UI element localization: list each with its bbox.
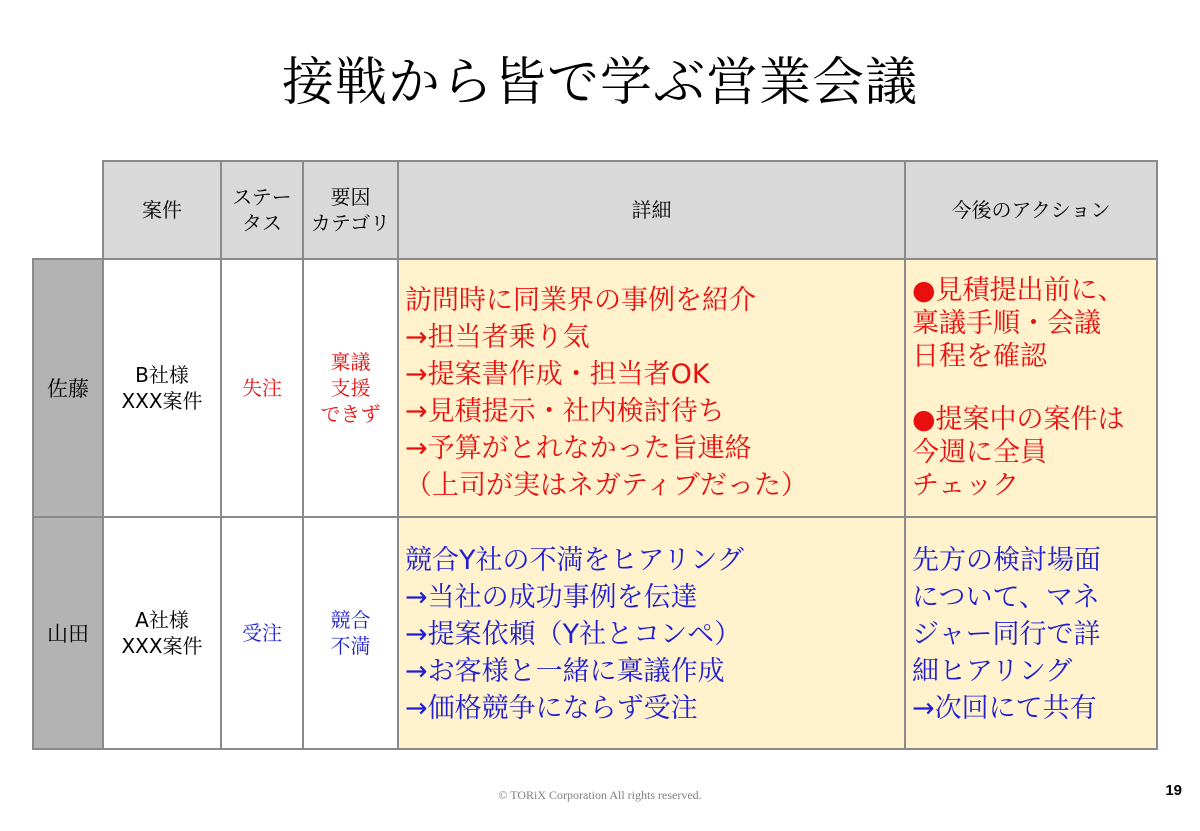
action-line: 細ヒアリング <box>912 656 1073 687</box>
header-status-line2: タス <box>242 211 282 235</box>
action-line: →次回にて共有 <box>912 693 1097 724</box>
action-line: ●提案中の案件は <box>912 404 1125 435</box>
action-line: について、マネ <box>912 582 1100 613</box>
meeting-table <box>32 160 1158 750</box>
header-case: 案件 <box>103 161 221 259</box>
copyright-footer: © TORiX Corporation All rights reserved. <box>498 788 702 802</box>
factor-line: 稟議 <box>330 350 371 374</box>
action-line: ジャー同行で詳 <box>912 619 1101 650</box>
header-status <box>221 161 303 259</box>
person-name: 山田 <box>33 517 103 749</box>
header-details: 詳細 <box>398 161 905 259</box>
details-line: →当社の成功事例を伝達 <box>405 582 698 613</box>
page-number: 19 <box>1165 782 1182 799</box>
table-row <box>33 517 1157 749</box>
status-badge: 失注 <box>221 259 303 517</box>
factor-line: 支援 <box>330 376 371 400</box>
case-cell <box>103 517 221 749</box>
header-action: 今後のアクション <box>905 161 1157 259</box>
corner-cell <box>33 161 103 259</box>
factor-line: 競合 <box>330 608 371 632</box>
details-line: 訪問時に同業界の事例を紹介 <box>405 285 756 316</box>
details-line: →予算がとれなかった旨連絡 <box>405 433 752 464</box>
details-line: →お客様と一緒に稟議作成 <box>405 656 725 687</box>
action-line: ●見積提出前に、 <box>912 275 1125 306</box>
details-line: 競合Y社の不満をヒアリング <box>405 545 744 576</box>
factor-cell <box>303 517 398 749</box>
factor-line: できず <box>320 402 381 426</box>
header-factor-line1: 要因 <box>330 185 371 209</box>
details-line: →提案書作成・担当者OK <box>405 359 710 390</box>
action-line: チェック <box>912 470 1020 501</box>
details-cell <box>398 517 905 749</box>
details-cell <box>398 259 905 517</box>
case-client: A社様 <box>135 608 189 632</box>
factor-cell <box>303 259 398 517</box>
action-cell <box>905 517 1157 749</box>
case-project: XXX案件 <box>121 389 203 413</box>
details-line: →見積提示・社内検討待ち <box>405 396 725 427</box>
status-badge: 受注 <box>221 517 303 749</box>
details-line: →提案依頼（Y社とコンペ） <box>405 619 742 650</box>
details-line: →担当者乗り気 <box>405 322 590 353</box>
action-line: 先方の検討場面 <box>912 545 1101 576</box>
header-status-line1: ステー <box>232 185 292 209</box>
action-cell <box>905 259 1157 517</box>
action-line: 今週に全員 <box>912 437 1047 468</box>
case-cell <box>103 259 221 517</box>
case-project: XXX案件 <box>121 634 203 658</box>
details-line: （上司が実はネガティブだった） <box>405 470 808 501</box>
factor-line: 不満 <box>330 634 371 658</box>
case-client: B社様 <box>135 363 189 387</box>
header-factor <box>303 161 398 259</box>
person-name: 佐藤 <box>33 259 103 517</box>
header-row <box>33 161 1157 259</box>
details-line: →価格競争にならず受注 <box>405 693 698 724</box>
page-title: 接戦から皆で学ぶ営業会議 <box>281 53 918 113</box>
action-line: 日程を確認 <box>912 341 1047 372</box>
header-factor-line2: カテゴリ <box>310 211 391 235</box>
table-row <box>33 259 1157 517</box>
action-line: 稟議手順・会議 <box>912 308 1101 339</box>
